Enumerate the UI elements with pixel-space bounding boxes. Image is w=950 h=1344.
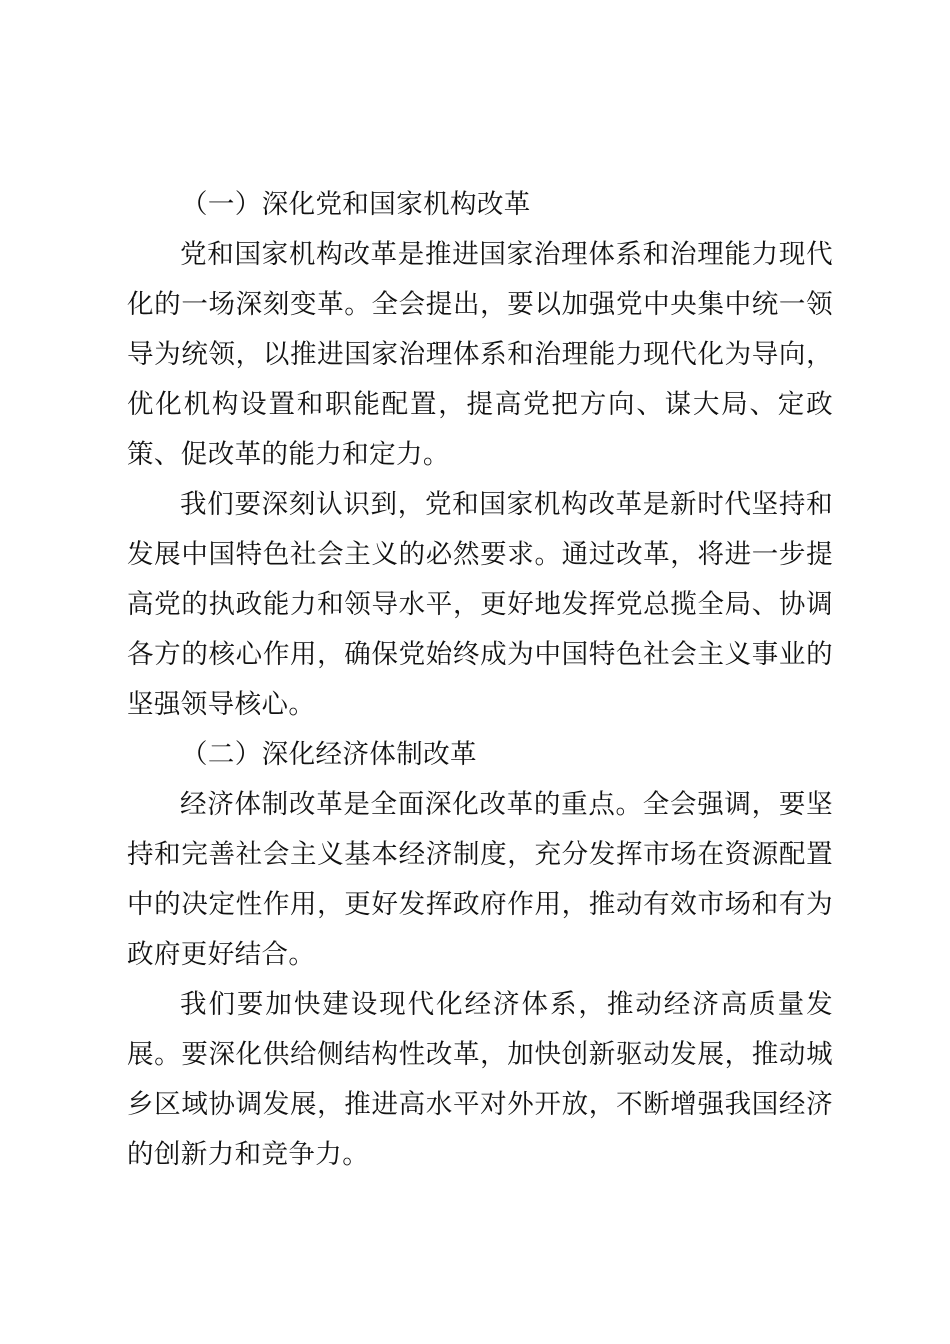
section-heading-1: （一）深化党和国家机构改革 xyxy=(181,189,531,220)
paragraph-1-1: 党和国家机构改革是推进国家治理体系和治理能力现代化的一场深刻变革。全会提出，要以加强党中央集中统一领导为统领，以推进国家治理体系和治理能力现代化为导向，优化机构设置和职能配置，提高党把方向、谋大局、定政策、促改革的能力和定力。 xyxy=(127,239,833,470)
section-heading-2: （二）深化经济体制改革 xyxy=(181,739,477,770)
paragraph-1-2: 我们要深刻认识到，党和国家机构改革是新时代坚持和发展中国特色社会主义的必然要求。通过改革，将进一步提高党的执政能力和领导水平，更好地发挥党总揽全局、协调各方的核心作用，确保党始终成为中国特色社会主义事业的坚强领导核心。 xyxy=(127,489,833,720)
document-body xyxy=(127,180,833,1180)
paragraph-2-2: 我们要加快建设现代化经济体系，推动经济高质量发展。要深化供给侧结构性改革，加快创新驱动发展，推动城乡区域协调发展，推进高水平对外开放，不断增强我国经济的创新力和竞争力。 xyxy=(127,989,833,1170)
paragraph-2-1: 经济体制改革是全面深化改革的重点。全会强调，要坚持和完善社会主义基本经济制度，充分发挥市场在资源配置中的决定性作用，更好发挥政府作用，推动有效市场和有为政府更好结合。 xyxy=(127,789,833,970)
